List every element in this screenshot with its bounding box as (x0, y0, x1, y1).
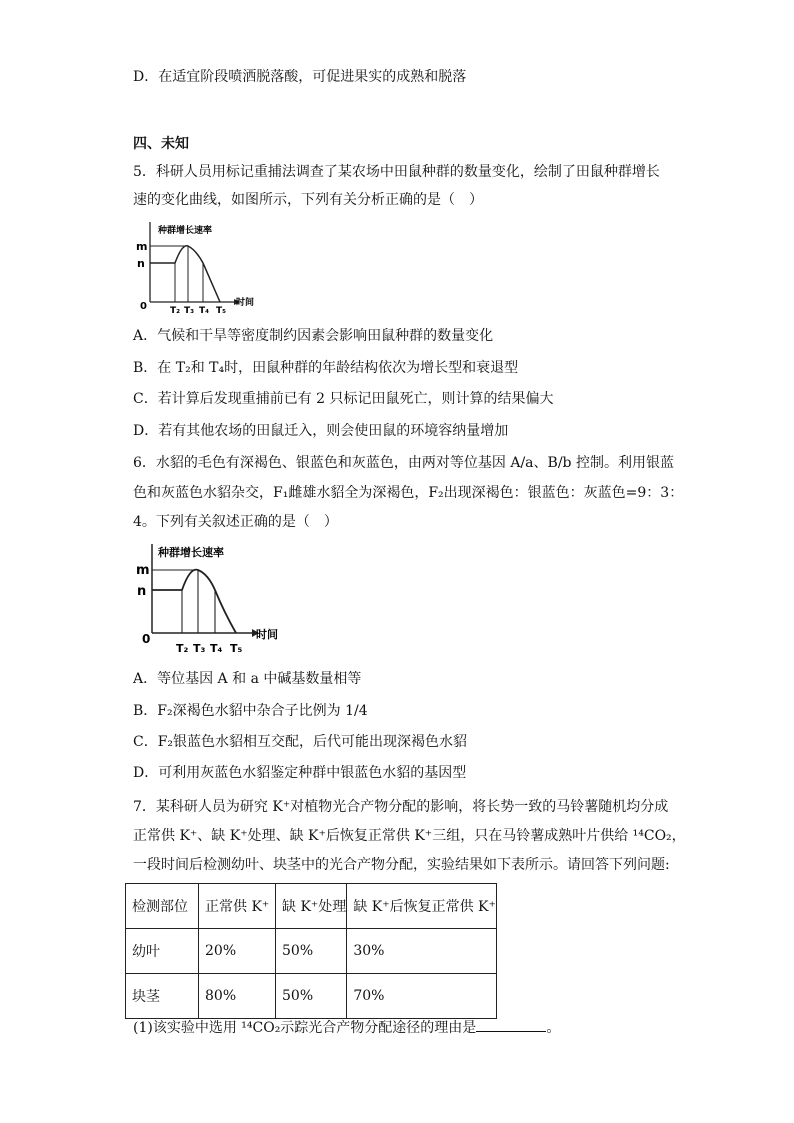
q5-option-d: D．若有其他农场的田鼠迁入，则会使田鼠的环境容纳量增加 (133, 423, 509, 439)
q7-sub1-text: (1)该实验中选用 ¹⁴CO₂示踪光合产物分配途径的理由是 (133, 1020, 477, 1036)
tick-t2: T₂ (170, 306, 181, 316)
q5-stem-line2: 速的变化曲线，如图所示，下列有关分析正确的是（ ） (133, 192, 483, 208)
tick-t4: T₄ (199, 306, 210, 316)
table-header-cell: 正常供 K⁺ (199, 884, 276, 929)
y-label-n: n (137, 257, 145, 270)
q7-sub1-end: 。 (546, 1020, 561, 1036)
tick-t3: T₃ (193, 642, 206, 655)
tick-t5: T₅ (216, 306, 227, 316)
table-header-cell: 缺 K⁺后恢复正常供 K⁺ (347, 884, 497, 929)
tick-t2: T₂ (176, 642, 189, 655)
table-cell: 80% (199, 974, 276, 1019)
table-cell: 20% (199, 929, 276, 974)
q7-stem-line3: 一段时间后检测幼叶、块茎中的光合产物分配，实验结果如下表所示。请回答下列问题: (133, 857, 670, 873)
q5-option-c: C．若计算后发现重捕前已有 2 只标记田鼠死亡，则计算的结果偏大 (133, 391, 554, 407)
q6-option-b: B．F₂深褐色水貂中杂合子比例为 1/4 (133, 703, 368, 719)
tick-t4: T₄ (210, 642, 223, 655)
results-table (125, 883, 497, 1019)
origin-label: 0 (140, 301, 147, 312)
q7-stem-line1: 7．某科研人员为研究 K⁺对植物光合产物分配的影响，将长势一致的马铃薯随机均分成 (133, 799, 669, 815)
table-header-cell: 缺 K⁺处理 (276, 884, 347, 929)
growth-rate-figure-small (130, 220, 270, 318)
table-row (126, 929, 497, 974)
section-title: 四、未知 (133, 136, 189, 152)
tick-t3: T₃ (184, 306, 195, 316)
table-header-row (126, 884, 497, 929)
q6-stem-line3: 4。下列有关叙述正确的是（ ） (133, 514, 338, 530)
table-row (126, 974, 497, 1019)
q7-stem-line2: 正常供 K⁺、缺 K⁺处理、缺 K⁺后恢复正常供 K⁺三组，只在马铃薯成熟叶片供给 ¹⁴CO₂， (133, 828, 686, 844)
origin-label: 0 (142, 632, 151, 646)
x-axis-label: 时间 (236, 298, 255, 308)
x-axis-label: 时间 (256, 628, 278, 641)
q6-stem-line1: 6．水貂的毛色有深褐色、银蓝色和灰蓝色，由两对等位基因 A/a、B/b 控制。利用银蓝 (133, 455, 674, 471)
table-cell: 块茎 (126, 974, 199, 1019)
table-header-cell: 检测部位 (126, 884, 199, 929)
y-label-m: m (136, 563, 150, 578)
table-cell: 50% (276, 929, 347, 974)
table-cell: 30% (347, 929, 497, 974)
q6-option-c: C．F₂银蓝色水貂相互交配，后代可能出现深褐色水貂 (133, 734, 468, 750)
q7-sub1 (133, 1017, 560, 1038)
q6-option-a: A．等位基因 A 和 a 中碱基数量相等 (133, 671, 362, 687)
prev-option-d: D．在适宜阶段喷洒脱落酸，可促进果实的成熟和脱落 (133, 69, 467, 85)
table-cell: 50% (276, 974, 347, 1019)
table-cell: 70% (347, 974, 497, 1019)
y-label-n: n (137, 584, 147, 599)
growth-curve (150, 246, 220, 302)
figure-title: 种群增长速率 (158, 546, 224, 559)
tick-t5: T₅ (230, 642, 243, 655)
q5-stem-line1: 5．科研人员用标记重捕法调查了某农场中田鼠种群的数量变化，绘制了田鼠种群增长 (133, 164, 660, 180)
q5-option-a: A．气候和干旱等密度制约因素会影响田鼠种群的数量变化 (133, 328, 494, 344)
table-cell: 幼叶 (126, 929, 199, 974)
answer-blank[interactable] (476, 1017, 546, 1032)
growth-curve (152, 570, 236, 633)
growth-rate-figure-large (128, 540, 298, 658)
y-label-m: m (136, 240, 148, 253)
figure-title: 种群增长速率 (158, 226, 213, 236)
q5-option-b: B．在 T₂和 T₄时，田鼠种群的年龄结构依次为增长型和衰退型 (133, 360, 519, 376)
q6-option-d: D．可利用灰蓝色水貂鉴定种群中银蓝色水貂的基因型 (133, 765, 467, 781)
q6-stem-line2: 色和灰蓝色水貂杂交，F₁雌雄水貂全为深褐色，F₂出现深褐色：银蓝色：灰蓝色=9：3： (133, 485, 684, 501)
